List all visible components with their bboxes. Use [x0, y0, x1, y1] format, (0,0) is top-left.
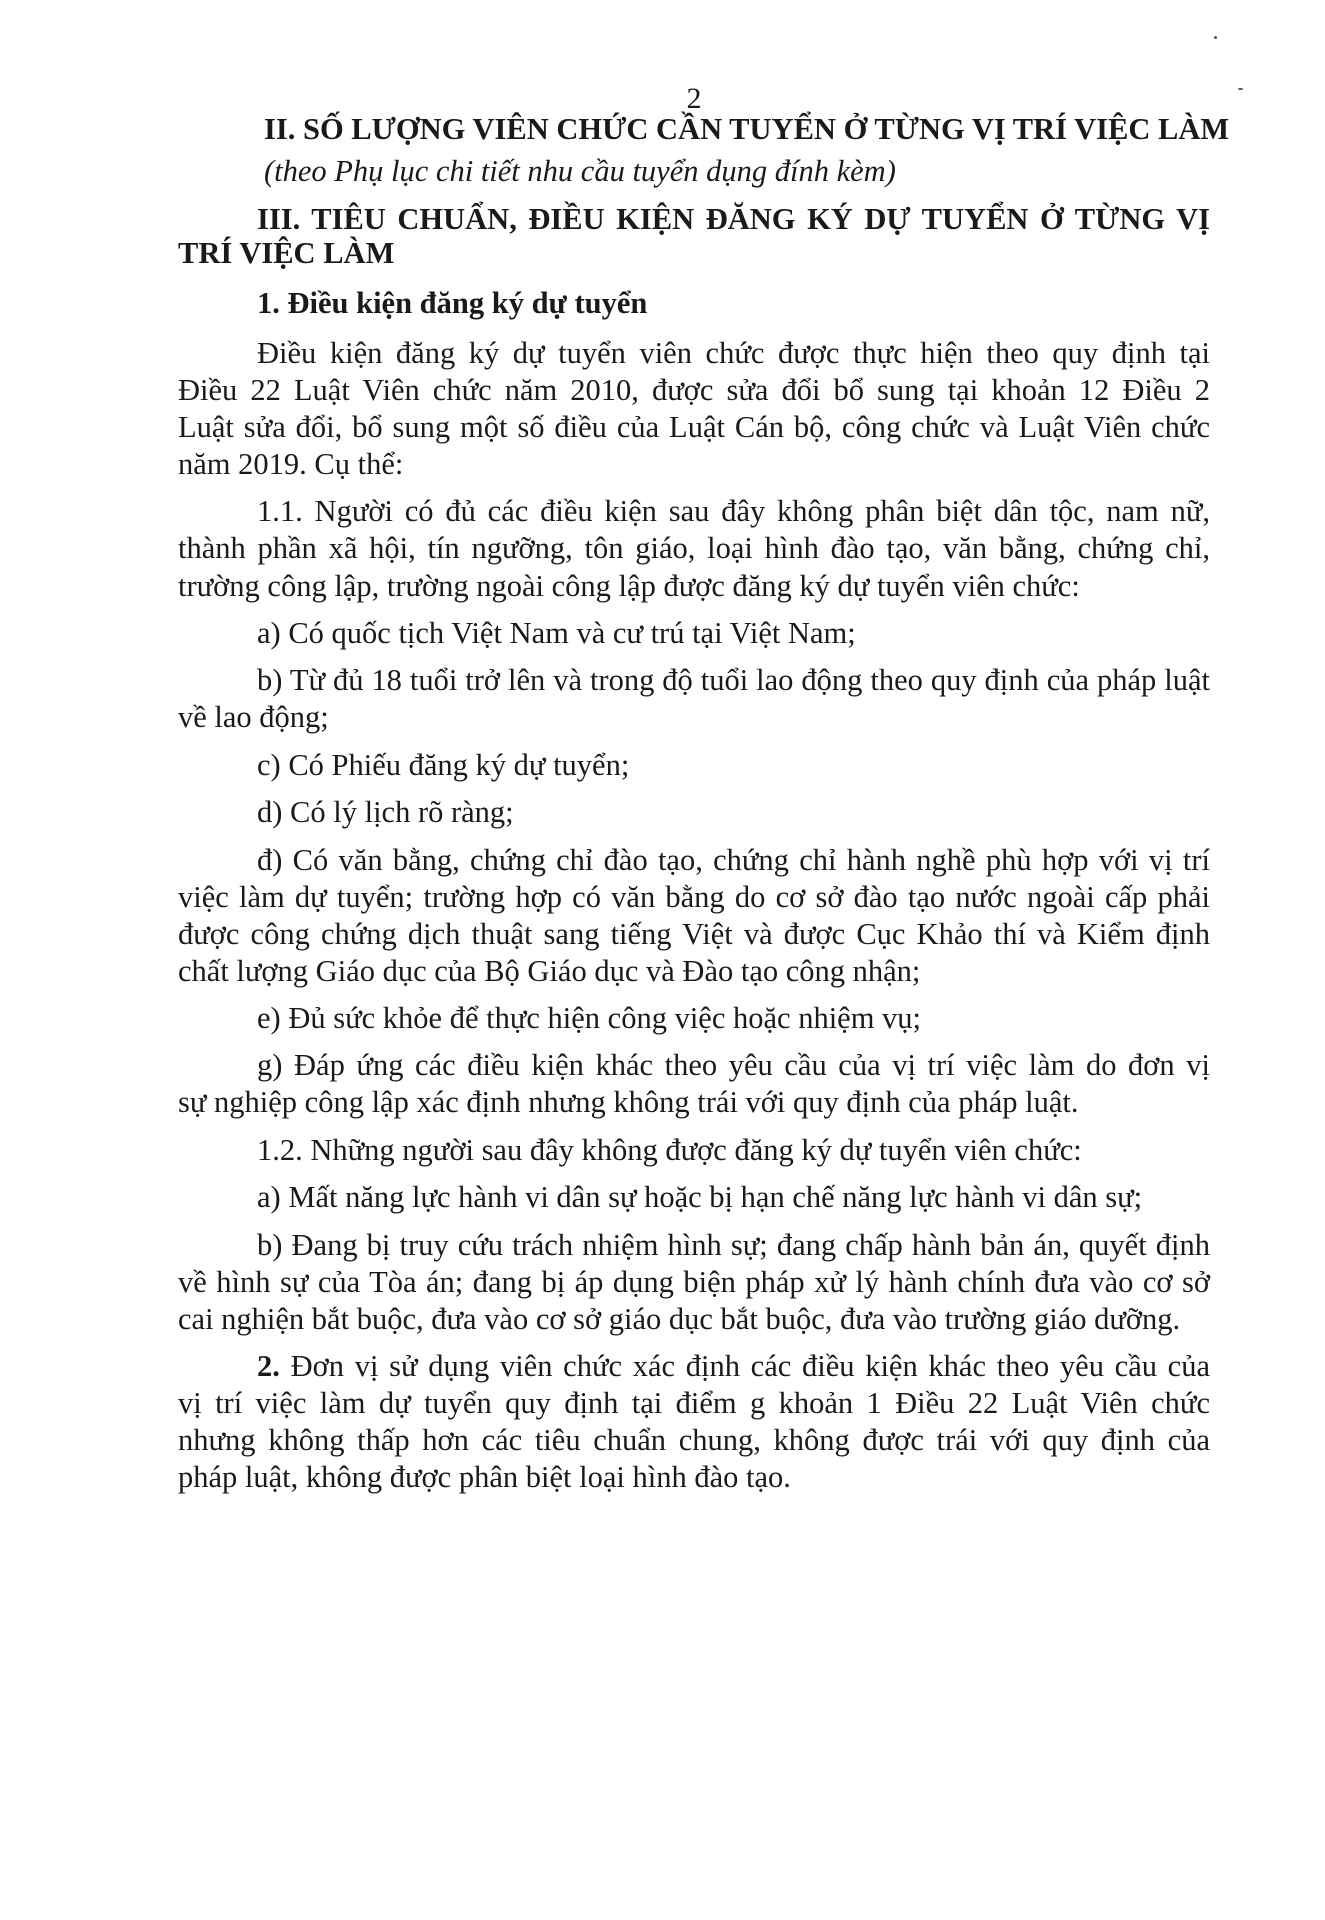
scan-speck: [1214, 36, 1217, 39]
paragraph-line: 1.1. Người có đủ các điều kiện sau đây không phân biệt dân tộc, nam nữ,: [257, 494, 1210, 528]
paragraph-line: trường công lập, trường ngoài công lập được đăng ký dự tuyển viên chức:: [178, 569, 1080, 603]
paragraph-line: thành phần xã hội, tín ngưỡng, tôn giáo, loại hình đào tạo, văn bằng, chứng chỉ,: [178, 531, 1210, 565]
paragraph-line: nhưng không thấp hơn các tiêu chuẩn chung, không được trái với quy định của: [178, 1423, 1210, 1457]
list-item-dd: đ) Có văn bằng, chứng chỉ đào tạo, chứng chỉ hành nghề phù hợp với vị trí: [257, 843, 1210, 877]
list-item-a: a) Mất năng lực hành vi dân sự hoặc bị hạn chế năng lực hành vi dân sự;: [257, 1180, 1143, 1214]
list-item-g-cont: sự nghiệp công lập xác định nhưng không trái với quy định của pháp luật.: [178, 1085, 1079, 1119]
paragraph-line: năm 2019. Cụ thể:: [178, 447, 404, 481]
page-number: 2: [686, 82, 702, 115]
list-item-dd-cont: việc làm dự tuyển; trường hợp có văn bằng do cơ sở đào tạo nước ngoài cấp phải: [178, 880, 1210, 914]
list-item-b-cont: cai nghiện bắt buộc, đưa vào cơ sở giáo dục bắt buộc, đưa vào trường giáo dưỡng.: [178, 1302, 1181, 1336]
paragraph-line: vị trí việc làm dự tuyển quy định tại điểm g khoản 1 Điều 22 Luật Viên chức: [178, 1386, 1210, 1420]
paragraph-line: Điều 22 Luật Viên chức năm 2010, được sửa đổi bổ sung tại khoản 12 Điều 2: [178, 373, 1210, 407]
list-item-b: b) Từ đủ 18 tuổi trở lên và trong độ tuổi lao động theo quy định của pháp luật: [257, 663, 1210, 697]
section-note: (theo Phụ lục chi tiết nhu cầu tuyển dụng đính kèm): [264, 154, 896, 188]
list-item-d: d) Có lý lịch rõ ràng;: [257, 795, 514, 829]
section-heading-ii: II. SỐ LƯỢNG VIÊN CHỨC CẦN TUYỂN Ở TỪNG VỊ TRÍ VIỆC LÀM: [264, 112, 1230, 146]
paragraph-line: Điều kiện đăng ký dự tuyển viên chức được thực hiện theo quy định tại: [257, 336, 1210, 370]
paragraph-line: Luật sửa đổi, bổ sung một số điều của Luật Cán bộ, công chức và Luật Viên chức: [178, 410, 1210, 444]
list-item-e: e) Đủ sức khỏe để thực hiện công việc hoặc nhiệm vụ;: [257, 1001, 922, 1035]
list-item-c: c) Có Phiếu đăng ký dự tuyển;: [257, 748, 630, 782]
subsection-heading-1: 1. Điều kiện đăng ký dự tuyển: [257, 286, 648, 320]
list-item-dd-cont: chất lượng Giáo dục của Bộ Giáo dục và Đào tạo công nhận;: [178, 954, 921, 988]
list-item-b: b) Đang bị truy cứu trách nhiệm hình sự; đang chấp hành bản án, quyết định: [257, 1228, 1210, 1262]
list-item-g: g) Đáp ứng các điều kiện khác theo yêu cầu của vị trí việc làm do đơn vị: [257, 1048, 1210, 1082]
paragraph-2-number: 2.: [257, 1349, 280, 1383]
section-heading-iii: III. TIÊU CHUẨN, ĐIỀU KIỆN ĐĂNG KÝ DỰ TUYỂN Ở TỪNG VỊ: [257, 202, 1210, 236]
paragraph-line: 1.2. Những người sau đây không được đăng ký dự tuyển viên chức:: [257, 1133, 1082, 1167]
list-item-dd-cont: được công chứng dịch thuật sang tiếng Việt và được Cục Khảo thí và Kiểm định: [178, 917, 1210, 951]
list-item-a: a) Có quốc tịch Việt Nam và cư trú tại Việt Nam;: [257, 616, 856, 650]
section-heading-iii-cont: TRÍ VIỆC LÀM: [178, 236, 395, 270]
scan-speck: [1238, 88, 1243, 90]
paragraph-2-text: Đơn vị sử dụng viên chức xác định các điều kiện khác theo yêu cầu của: [290, 1349, 1211, 1383]
list-item-b-cont: về lao động;: [178, 700, 329, 734]
paragraph-line: pháp luật, không được phân biệt loại hình đào tạo.: [178, 1460, 791, 1494]
list-item-b-cont: về hình sự của Tòa án; đang bị áp dụng biện pháp xử lý hành chính đưa vào cơ sở: [178, 1265, 1210, 1299]
paragraph-2: [178, 1346, 1210, 1386]
